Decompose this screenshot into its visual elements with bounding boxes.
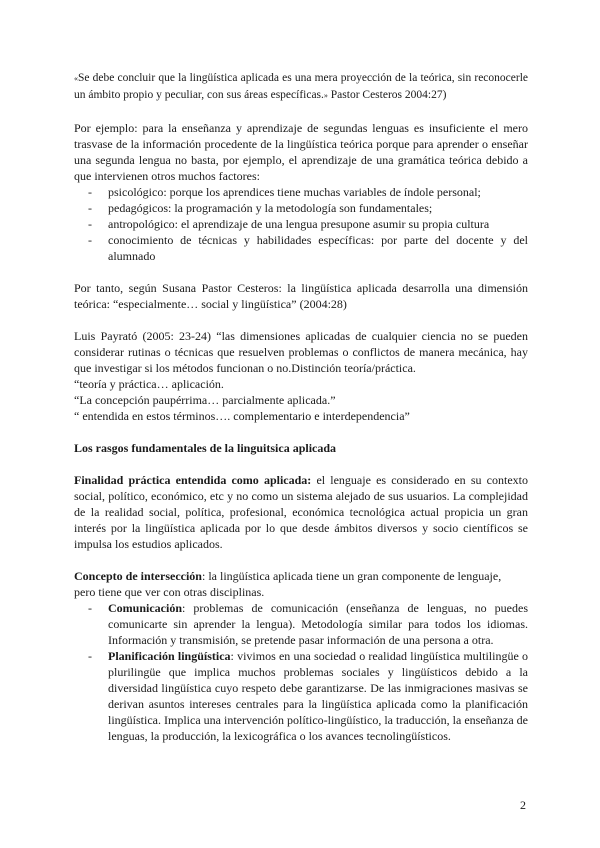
list-item: - antropológico: el aprendizaje de una lengua presupone asumir su propia cultura [88,216,528,232]
section-heading: Los rasgos fundamentales de la linguitsica aplicada [74,441,337,455]
payrato-line: “ entendida en estos términos…. complementario e interdependencia” [74,409,410,423]
planificacion-text: : vivimos en una sociedad o realidad lingüística multilingüe o plurilingüe que implica muchos problemas sociales y lingüísticos debido a la diversidad lingüística cuyo respeto debe garantizarse. De las inmigraciones masivas se derivan asuntos intereses centrales para la lingüística aplicada como la planificación lingüística. Implica una intervención político-lingüístico, la traducción, la enseñanza de lenguas, la producción, la lexicográfica o los avances tecnolingüísticos. [108,649,528,743]
payrato-line: “La concepción paupérrima… parcialmente aplicada.” [74,393,336,407]
list-item: - psicológico: porque los aprendices tiene muchas variables de índole personal; [88,184,528,200]
planificacion-label: Planificación lingüística [108,649,231,663]
list-item [88,648,528,744]
interseccion-label: Concepto de intersección [74,569,202,583]
list-item: - conocimiento de técnicas y habilidades específicas: por parte del docente y del alumnado [88,232,528,264]
quote-text: Se debe concluir que la lingüística aplicada es una mera proyección de la teórica, sin reconocerle un ámbito propio y peculiar, con sus áreas específicas. [74,72,528,101]
payrato-paragraph: Luis Payrató (2005: 23-24) “las dimensiones aplicadas de cualquier ciencia no se pueden considerar rutinas o técnicas que resuelven problemas o conflictos de manera mecánica, hay que investigar si los métodos funcionan o no.Distinción teoría/práctica. [74,329,528,375]
finalidad-text: el lenguaje es considerado en su contexto social, político, económico, etc y no como un sistema alejado de sus usuarios. La complejidad de la realidad social, política, profesional, económica tecnológica actual propicia un gran interés por la lingüística aplicada por lo que desde ámbitos diversos y socio científicos se impulsa los estudios aplicados. [74,473,528,551]
example-paragraph: Por ejemplo: para la enseñanza y aprendizaje de segundas lenguas es insuficiente el mero trasvase de la información procedente de la lingüística teórica porque para aprender o enseñar una segunda lengua no basta, por ejemplo, el aprendizaje de una gramática teórica debido a que intervienen otros muchos factores: [74,121,528,183]
list-item [88,600,528,648]
interseccion-list [74,600,528,744]
comunicacion-label: Comunicación [108,601,183,615]
interseccion-text: : la lingüística aplicada tiene un gran componente de lenguaje, [201,569,502,583]
pastor-paragraph: Por tanto, según Susana Pastor Cesteros: la lingüística aplicada desarrolla una dimensión teórica: “especialmente… social y lingüística” (2004:28) [74,281,528,311]
list-item: - pedagógicos: la programación y la metodología son fundamentales; [88,200,528,216]
quote-source: Pastor Cesteros 2004:27) [327,89,447,101]
page-number: 2 [520,798,526,812]
factors-list [74,184,528,264]
document-body [74,70,528,744]
payrato-line: “teoría y práctica… aplicación. [74,377,224,391]
finalidad-label: Finalidad práctica entendida como aplicada: [74,473,312,487]
comunicacion-text: : problemas de comunicación (enseñanza de lenguas, no puedes comunicarte sin aprender la lengua). Metodología similar para todos los idiomas. Información y transmisión, se pretende pasar información de una persona a otra. [108,601,528,647]
finalidad-paragraph [74,472,528,552]
quote-paragraph [74,70,528,104]
interseccion-text-continued: pero tiene que ver con otras disciplinas. [74,585,265,599]
interseccion-paragraph [74,568,528,584]
quote-open-mark: « [74,74,78,83]
quote-close-mark: » [323,91,328,100]
